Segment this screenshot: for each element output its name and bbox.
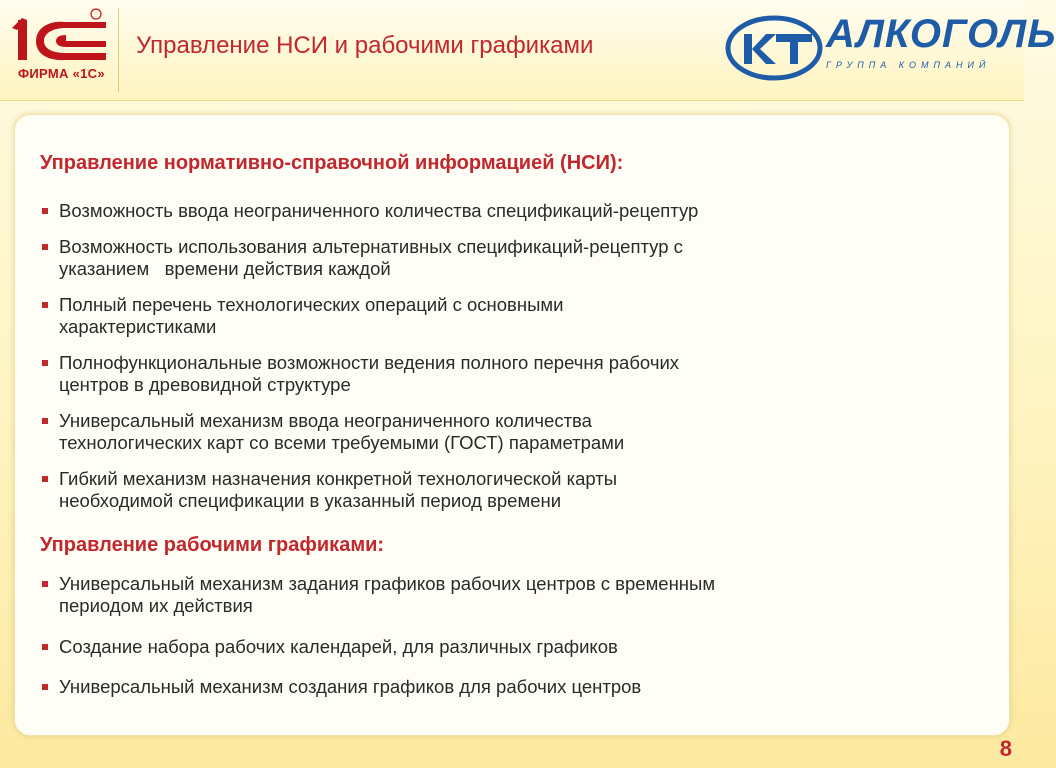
list-item: Полнофункциональные возможности ведения полного перечня рабочих центров в древовидной структуре xyxy=(40,352,698,396)
list-item: Гибкий механизм назначения конкретной технологической карты необходимой спецификации в указанный период времени xyxy=(40,468,698,512)
schedules-list xyxy=(40,573,715,698)
slide-header xyxy=(0,0,1056,101)
list-item: Универсальный механизм создания графиков для рабочих центров xyxy=(40,676,715,698)
header-divider xyxy=(118,8,119,92)
1c-logo-caption: ФИРМА «1С» xyxy=(18,66,105,81)
list-item: Универсальный механизм ввода неограниченного количества технологических карт со всеми требуемыми (ГОСТ) параметрами xyxy=(40,410,698,454)
list-item: Универсальный механизм задания графиков рабочих центров с временным периодом их действия xyxy=(40,573,715,617)
kt-logo-subtitle: ГРУППА КОМПАНИЙ xyxy=(826,60,991,70)
nsi-list xyxy=(40,200,698,512)
list-item: Полный перечень технологических операций с основными характеристиками xyxy=(40,294,698,338)
page-title: Управление НСИ и рабочими графиками xyxy=(136,32,594,59)
page-number: 8 xyxy=(999,736,1012,761)
section-title-nsi: Управление нормативно-справочной информацией (НСИ): xyxy=(40,152,624,174)
kt-logo-word: АЛКОГОЛЬ xyxy=(826,12,1056,56)
list-item: Возможность использования альтернативных спецификаций-рецептур с указанием времени действия каждой xyxy=(40,236,698,280)
list-item: Создание набора рабочих календарей, для различных графиков xyxy=(40,636,715,658)
section-title-schedules: Управление рабочими графиками: xyxy=(40,534,385,556)
list-item: Возможность ввода неограниченного количества спецификаций-рецептур xyxy=(40,200,698,222)
